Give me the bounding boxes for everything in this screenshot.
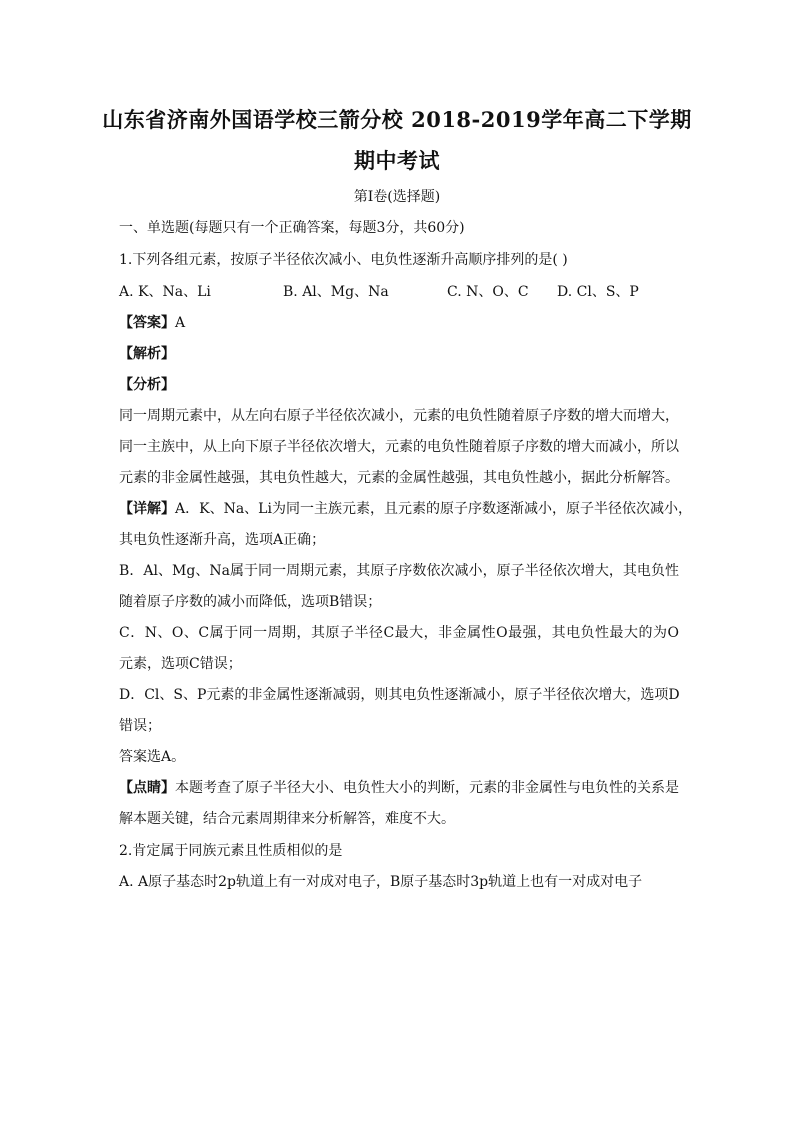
dianjing-line: 解本题关键，结合元素周期律来分析解答，难度不大。 bbox=[119, 811, 455, 827]
answer-tag: 【答案】 bbox=[119, 315, 175, 331]
section-heading: 一、单选题(每题只有一个正确答案，每题3分，共60分) bbox=[119, 220, 465, 236]
answer-value: A bbox=[175, 315, 186, 331]
q1-jiexi-tag: 【解析】 bbox=[119, 346, 175, 362]
q1-answer bbox=[119, 313, 679, 333]
q1-analysis-line: 同一主族中，从上向下原子半径依次增大，元素的电负性随着原子序数的增大而减小，所以 bbox=[119, 439, 679, 455]
q1-option-d: D. Cl、S、P bbox=[557, 284, 639, 300]
q1-detail-a bbox=[119, 499, 692, 519]
detail-a-line: 其电负性逐渐升高，选项A正确； bbox=[119, 532, 326, 548]
dianjing-line: 本题考查了原子半径大小、电负性大小的判断，元素的非金属性与电负性的关系是 bbox=[175, 780, 679, 796]
subtitle: 第I卷(选择题) bbox=[353, 189, 441, 205]
q1-conclusion: 答案选A。 bbox=[119, 749, 186, 765]
title-line-2: 期中考试 bbox=[354, 148, 440, 173]
detail-tag: 【详解】 bbox=[119, 501, 175, 517]
q1-analysis-line: 元素的非金属性越强，其电负性越大，元素的金属性越强，其电负性越小，据此分析解答。 bbox=[119, 470, 679, 486]
detail-d-line: D．Cl、S、P元素的非金属性逐渐减弱，则其电负性逐渐减小，原子半径依次增大，选项D bbox=[119, 687, 680, 703]
q1-fenxi-tag: 【分析】 bbox=[119, 377, 175, 393]
q1-option-a: A. K、Na、Li bbox=[119, 284, 211, 300]
detail-a-line: A．K、Na、Li为同一主族元素，且元素的原子序数逐渐减小，原子半径依次减小， bbox=[175, 501, 692, 517]
q2-option-a: A. A原子基态时2p轨道上有一对成对电子，B原子基态时3p轨道上也有一对成对电子 bbox=[119, 874, 643, 890]
q1-dianjing bbox=[119, 778, 679, 798]
detail-c-line: C．N、O、C属于同一周期，其原子半径C最大，非金属性O最强，其电负性最大的为O bbox=[119, 625, 679, 641]
detail-d-line: 错误； bbox=[119, 718, 161, 734]
q1-analysis-line: 同一周期元素中，从左向右原子半径依次减小，元素的电负性随着原子序数的增大而增大， bbox=[119, 408, 679, 424]
detail-b-line: B．Al、Mg、Na属于同一周期元素，其原子序数依次减小，原子半径依次增大，其电负性 bbox=[119, 563, 679, 579]
q1-option-b: B. Al、Mg、Na bbox=[283, 284, 389, 300]
detail-c-line: 元素，选项C错误； bbox=[119, 656, 242, 672]
q1-option-c: C. N、O、C bbox=[447, 284, 529, 300]
dianjing-tag: 【点睛】 bbox=[119, 780, 175, 796]
detail-b-line: 随着原子序数的减小而降低，选项B错误； bbox=[119, 594, 382, 610]
q2-stem: 2.肯定属于同族元素且性质相似的是 bbox=[119, 843, 343, 859]
q1-stem: 1.下列各组元素，按原子半径依次减小、电负性逐渐升高顺序排列的是( ) bbox=[119, 252, 568, 268]
title-line-1: 山东省济南外国语学校三箭分校 2018-2019学年高二下学期 bbox=[102, 107, 692, 132]
